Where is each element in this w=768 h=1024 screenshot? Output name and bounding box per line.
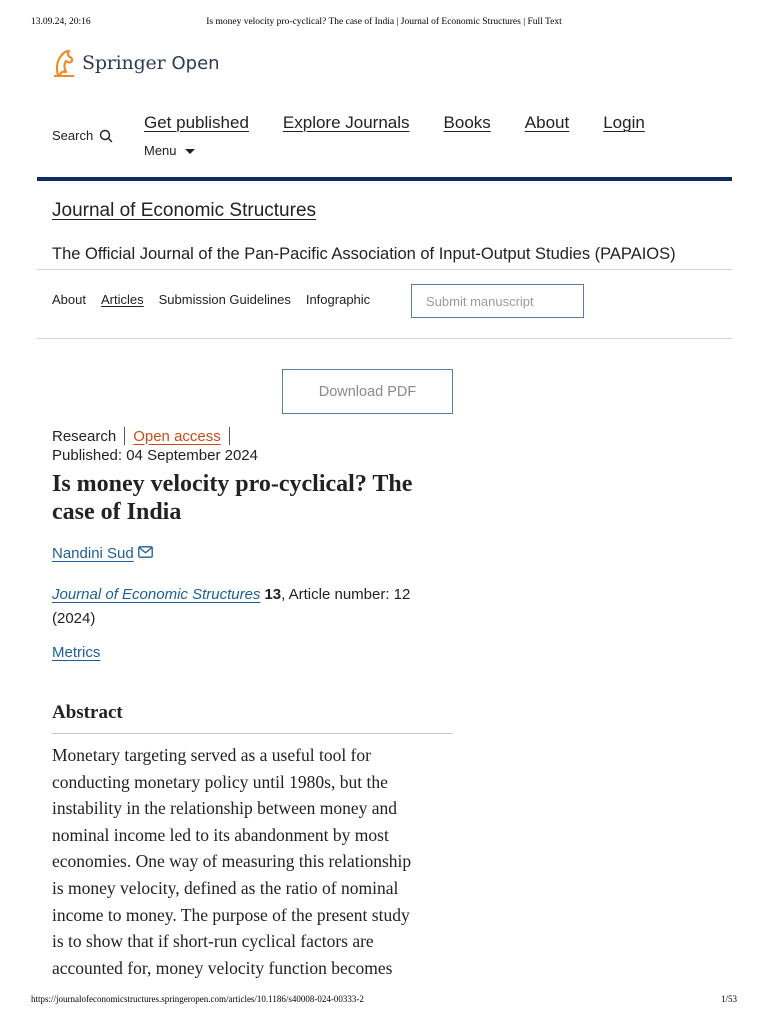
search-icon (99, 129, 113, 143)
journal-subtitle: The Official Journal of the Pan-Pacific Association of Input-Output Studies (PAPAIOS) (52, 245, 676, 263)
article-citation (52, 583, 452, 631)
abstract-heading: Abstract (52, 702, 123, 723)
print-url: https://journalofeconomicstructures.springeropen.com/articles/10.1186/s40008-024-00333-2 (31, 994, 364, 1004)
nav-get-published[interactable]: Get published (144, 113, 249, 132)
springer-horse-icon (52, 48, 76, 78)
print-page-number: 1/53 (720, 994, 737, 1004)
divider (37, 269, 732, 270)
article-type: Research (52, 427, 117, 445)
caret-down-icon (185, 149, 195, 154)
abstract-divider (52, 733, 453, 734)
article-title: Is money velocity pro-cyclical? The case of India (52, 471, 413, 525)
menu-button[interactable] (144, 143, 195, 158)
search-label: Search (52, 128, 94, 143)
top-navigation (144, 113, 645, 133)
header-divider (37, 177, 732, 181)
citation-volume: 13 (264, 586, 282, 603)
springer-open-logo[interactable] (52, 48, 220, 78)
print-header (31, 17, 737, 31)
article-meta (52, 427, 238, 445)
journal-nav-submission-guidelines[interactable]: Submission Guidelines (158, 292, 291, 307)
citation-journal-link[interactable]: Journal of Economic Structures (52, 586, 261, 603)
journal-nav-about[interactable]: About (52, 292, 86, 307)
journal-navigation (52, 292, 385, 307)
separator (124, 427, 125, 445)
nav-about[interactable]: About (524, 113, 570, 132)
author-link[interactable]: Nandini Sud (52, 545, 134, 562)
journal-nav-infographic[interactable]: Infographic (305, 292, 371, 307)
metrics-link[interactable]: Metrics (52, 644, 101, 661)
citation-rest: , Article number: 12 (2024) (52, 586, 411, 627)
journal-title-link[interactable]: Journal of Economic Structures (52, 200, 317, 221)
open-access-link[interactable]: Open access (133, 427, 221, 445)
nav-books[interactable]: Books (443, 113, 491, 132)
mail-icon[interactable] (138, 546, 153, 558)
journal-nav-articles[interactable]: Articles (100, 292, 144, 307)
nav-login[interactable]: Login (603, 113, 645, 132)
nav-explore-journals[interactable]: Explore Journals (282, 113, 410, 132)
divider (37, 338, 732, 339)
print-datetime: 13.09.24, 20:16 (31, 17, 91, 27)
brand-name: Springer (82, 52, 166, 74)
download-pdf-button[interactable]: Download PDF (282, 369, 453, 414)
abstract-text: Monetary targeting served as a useful tool for conducting monetary policy until 1980s, but the instability in the relationship between money and nominal income led to its abandonment by most economies. One way of measuring this relationship is money velocity, defined as the ratio of nominal income to money. The purpose of the present study is to show that if short-run cyclical factors are accounted for, money velocity function becomes (52, 745, 412, 978)
print-footer (31, 994, 737, 1008)
submit-manuscript-button[interactable]: Submit manuscript (411, 284, 584, 318)
author (52, 545, 153, 562)
separator (229, 427, 230, 445)
print-page-title: Is money velocity pro-cyclical? The case of India | Journal of Economic Structures | Full Text (206, 17, 562, 27)
search-button[interactable] (52, 128, 113, 143)
brand-suffix: Open (171, 52, 220, 74)
published-date: Published: 04 September 2024 (52, 447, 258, 464)
menu-label: Menu (144, 143, 177, 158)
